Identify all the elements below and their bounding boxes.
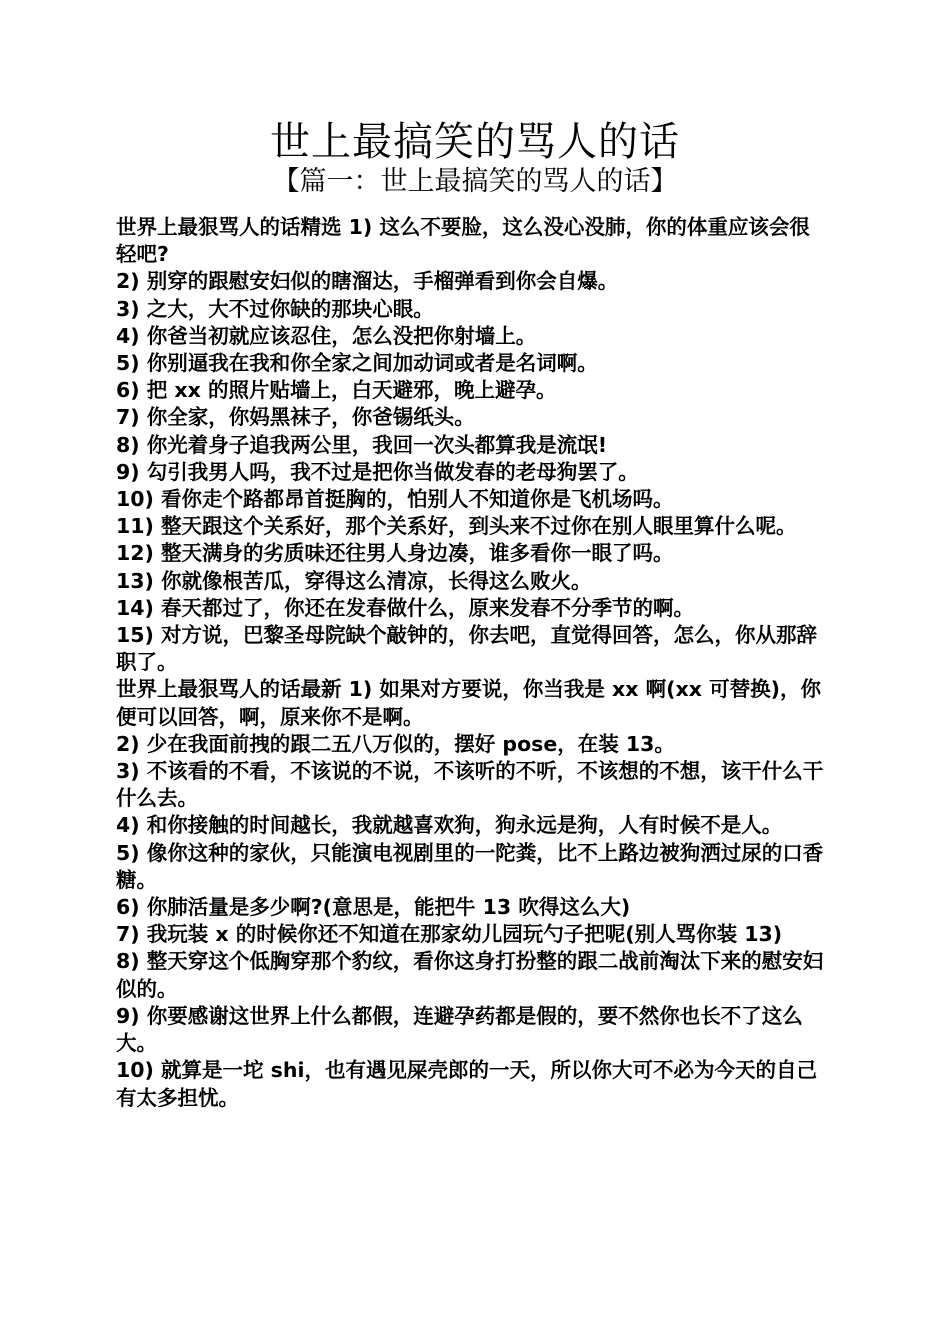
paragraph: 14) 春天都过了，你还在发春做什么，原来发春不分季节的啊。 bbox=[116, 595, 695, 620]
paragraph: 3) 不该看的不看，不该说的不说，不该听的不听，不该想的不想，该干什么干什么去。 bbox=[116, 759, 824, 811]
paragraph: 3) 之大，大不过你缺的那块心眼。 bbox=[116, 296, 434, 321]
paragraph: 9) 你要感谢这世界上什么都假，连避孕药都是假的，要不然你也长不了这么大。 bbox=[116, 1003, 803, 1056]
paragraph: 6) 你肺活量是多少啊?(意思是，能把牛 13 吹得这么大) bbox=[116, 895, 631, 920]
paragraph: 4) 和你接触的时间越长，我就越喜欢狗，狗永远是狗，人有时候不是人。 bbox=[116, 813, 783, 838]
paragraph: 5) 像你这种的家伙，只能演电视剧里的一陀粪，比不上路边被狗洒过尿的口香糖。 bbox=[116, 840, 824, 892]
paragraph: 15) 对方说，巴黎圣母院缺个敲钟的，你去吧，直觉得回答，怎么，你从那辞职了。 bbox=[116, 623, 818, 675]
paragraph: 8) 整天穿这个低胸穿那个豹纹，看你这身打扮整的跟二战前淘汰下来的慰安妇似的。 bbox=[116, 949, 824, 1001]
paragraph: 12) 整天满身的劣质味还往男人身边凑，谁多看你一眼了吗。 bbox=[116, 541, 674, 566]
paragraph: 13) 你就像根苦瓜，穿得这么清凉，长得这么败火。 bbox=[116, 568, 592, 593]
paragraph: 10) 看你走个路都昂首挺胸的，怕别人不知道你是飞机场吗。 bbox=[116, 487, 674, 512]
paragraph: 6) 把 xx 的照片贴墙上，白天避邪，晚上避孕。 bbox=[116, 378, 557, 403]
paragraph: 10) 就算是一坨 shi，也有遇见屎壳郎的一天，所以你大可不必为今天的自己有太多担忧。 bbox=[116, 1058, 817, 1110]
paragraph: 世界上最狠骂人的话最新 1) 如果对方要说，你当我是 xx 啊(xx 可替换)，你便可以回答，啊，原来你不是啊。 bbox=[116, 677, 821, 729]
document-title: 世上最搞笑的骂人的话 bbox=[270, 119, 680, 165]
paragraph: 4) 你爸当初就应该忍住，怎么没把你射墙上。 bbox=[116, 323, 537, 348]
paragraph: 5) 你别逼我在我和你全家之间加动词或者是名词啊。 bbox=[116, 351, 598, 376]
document-subtitle: 【篇一：世上最搞笑的骂人的话】 bbox=[272, 166, 678, 197]
document-body bbox=[116, 214, 828, 1112]
paragraph: 2) 少在我面前拽的跟二五八万似的，摆好 pose，在装 13。 bbox=[116, 731, 675, 756]
paragraph: 2) 别穿的跟慰安妇似的瞎溜达，手榴弹看到你会自爆。 bbox=[116, 269, 619, 294]
paragraph: 世界上最狠骂人的话精选 1) 这么不要脸，这么没心没肺，你的体重应该会很轻吧? bbox=[116, 215, 810, 267]
paragraph: 9) 勾引我男人吗，我不过是把你当做发春的老母狗罢了。 bbox=[116, 459, 639, 484]
paragraph: 7) 我玩装 x 的时候你还不知道在那家幼儿园玩勺子把呢(别人骂你装 13) bbox=[116, 922, 783, 947]
paragraph: 8) 你光着身子追我两公里，我回一次头都算我是流氓! bbox=[116, 432, 608, 457]
paragraph: 7) 你全家，你妈黑袜子，你爸锡纸头。 bbox=[116, 405, 475, 430]
paragraph: 11) 整天跟这个关系好，那个关系好，到头来不过你在别人眼里算什么呢。 bbox=[116, 514, 797, 539]
